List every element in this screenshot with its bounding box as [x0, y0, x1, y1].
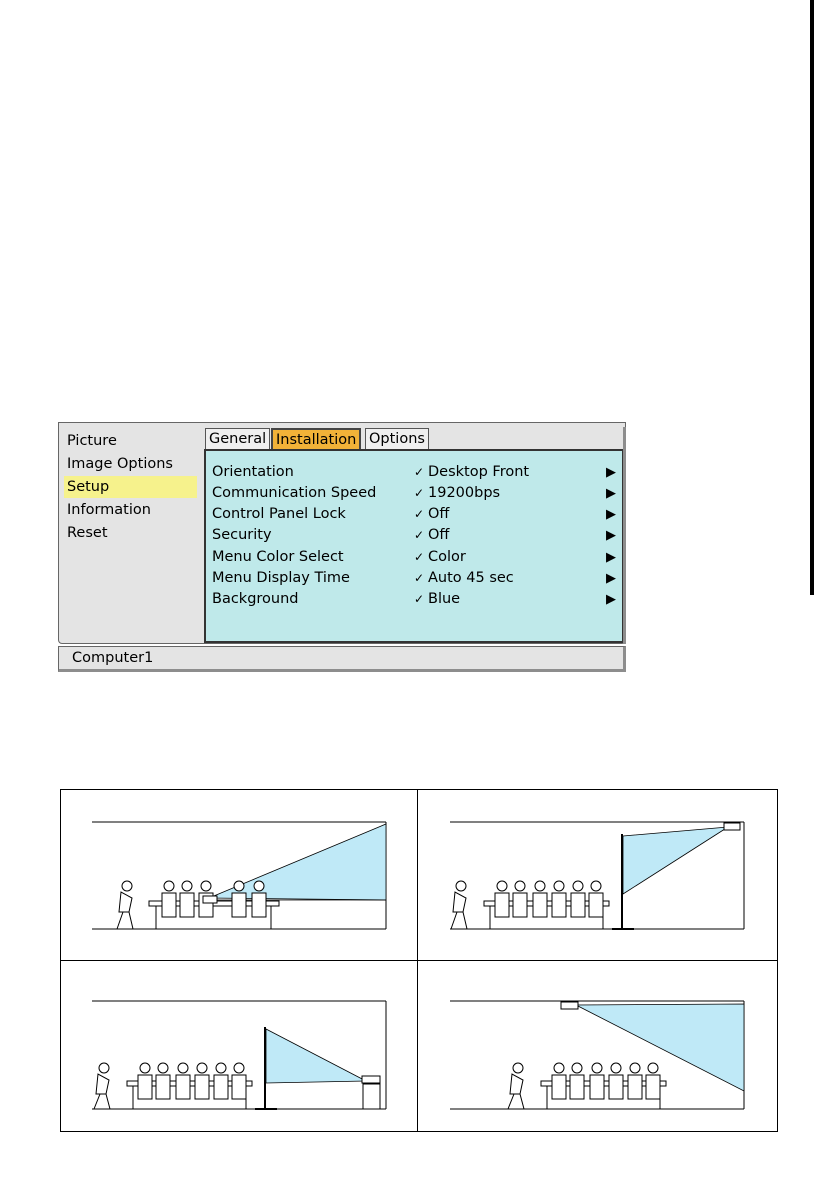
setting-label: Menu Display Time — [212, 570, 350, 586]
projection-beam — [266, 1029, 366, 1083]
setting-label: Communication Speed — [212, 485, 377, 501]
illustration-desktop-front — [61, 790, 416, 960]
illustration-desktop-rear — [61, 961, 416, 1131]
projection-beam — [623, 827, 728, 894]
audience-icon — [117, 881, 279, 929]
setting-value: Auto 45 sec — [428, 570, 514, 586]
orientation-illustration-grid — [60, 789, 778, 1132]
osd-menu — [58, 422, 626, 672]
sidebar-item-information[interactable]: Information — [67, 502, 151, 518]
check-icon: ✓ — [414, 507, 425, 521]
setting-value: Off — [428, 527, 450, 543]
setting-label: Background — [212, 591, 299, 607]
audience-icon — [508, 1063, 666, 1109]
check-icon: ✓ — [414, 550, 425, 564]
setting-row-orientation[interactable] — [206, 462, 622, 483]
page-edge-rule — [810, 0, 814, 595]
setting-label: Menu Color Select — [212, 549, 344, 565]
submenu-arrow-icon[interactable]: ▶ — [606, 486, 616, 501]
projector-icon — [203, 896, 217, 903]
tab-options[interactable]: Options — [365, 428, 429, 449]
submenu-arrow-icon[interactable]: ▶ — [606, 571, 616, 586]
setting-value: Desktop Front — [428, 464, 530, 480]
sidebar-item-reset[interactable]: Reset — [67, 525, 108, 541]
check-icon: ✓ — [414, 528, 425, 542]
setting-row-control-panel-lock[interactable] — [206, 504, 622, 525]
submenu-arrow-icon[interactable]: ▶ — [606, 465, 616, 480]
audience-icon — [94, 1063, 252, 1109]
tab-installation[interactable]: Installation — [271, 428, 361, 449]
setting-label: Security — [212, 527, 272, 543]
osd-menu-frame — [58, 422, 626, 644]
setting-value: Blue — [428, 591, 461, 607]
setting-value: Off — [428, 506, 450, 522]
audience-icon — [451, 881, 609, 929]
projector-icon — [362, 1076, 380, 1083]
submenu-arrow-icon[interactable]: ▶ — [606, 550, 616, 565]
sidebar-item-picture[interactable]: Picture — [67, 433, 117, 449]
check-icon: ✓ — [414, 465, 425, 479]
setting-row-security[interactable] — [206, 525, 622, 546]
check-icon: ✓ — [414, 592, 425, 606]
setting-row-menu-color-select[interactable] — [206, 547, 622, 568]
projector-icon — [724, 823, 740, 830]
setting-label: Orientation — [212, 464, 294, 480]
setting-row-menu-display-time[interactable] — [206, 568, 622, 589]
setting-row-background[interactable] — [206, 589, 622, 610]
sidebar-item-image-options[interactable]: Image Options — [67, 456, 173, 472]
setting-value: Color — [428, 549, 466, 565]
setting-label: Control Panel Lock — [212, 506, 346, 522]
setting-value: 19200bps — [428, 485, 501, 501]
input-source-bar: Computer1 — [58, 646, 626, 672]
submenu-arrow-icon[interactable]: ▶ — [606, 507, 616, 522]
sidebar-item-setup[interactable]: Setup — [64, 476, 197, 498]
settings-panel — [204, 449, 624, 643]
illustration-ceiling-rear — [418, 790, 773, 960]
check-icon: ✓ — [414, 571, 425, 585]
projector-icon — [561, 1002, 578, 1009]
submenu-arrow-icon[interactable]: ▶ — [606, 528, 616, 543]
check-icon: ✓ — [414, 486, 425, 500]
illustration-ceiling-front — [418, 961, 773, 1131]
tab-general[interactable]: General — [205, 428, 270, 449]
submenu-arrow-icon[interactable]: ▶ — [606, 592, 616, 607]
setting-row-communication-speed[interactable] — [206, 483, 622, 504]
